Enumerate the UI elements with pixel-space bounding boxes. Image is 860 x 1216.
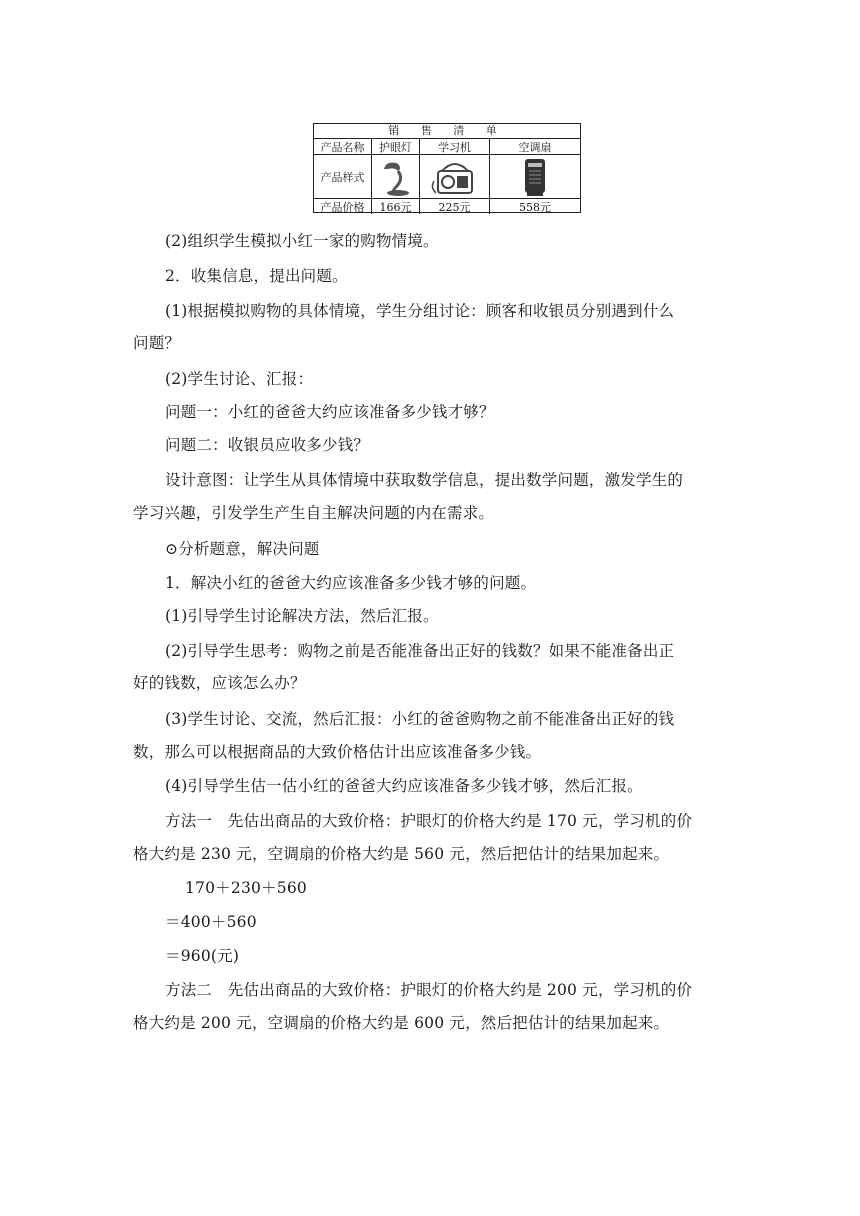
text-line: 数，那么可以根据商品的大致价格估计出应该准备多少钱。 (133, 743, 542, 761)
text-line: (3)学生讨论、交流，然后汇报：小红的爸爸购物之前不能准备出正好的钱 (165, 710, 675, 728)
text-line: (2)学生讨论、汇报： (165, 370, 314, 388)
text-line: (1)根据模拟购物的具体情境，学生分组讨论：顾客和收银员分别遇到什么 (165, 302, 675, 320)
text-line: 方法一 先估出商品的大致价格：护眼灯的价格大约是 170 元，学习机的价 (165, 812, 693, 830)
product-name-learning-machine: 学习机 (420, 139, 490, 154)
product-price-lamp: 166元 (372, 199, 420, 214)
row-label-style: 产品样式 (314, 155, 372, 198)
text-line: (1)引导学生讨论解决方法，然后汇报。 (165, 607, 439, 625)
formula-line: ＝960(元) (165, 947, 240, 965)
product-name-air-cooler: 空调扇 (518, 140, 552, 154)
text-line: 问题？ (133, 334, 181, 352)
formula-line: ＝400＋560 (165, 913, 257, 931)
text-line: 好的钱数，应该怎么办？ (133, 674, 306, 692)
text-line: (2)引导学生思考：购物之前是否能准备出正好的钱数？如果不能准备出正 (165, 642, 675, 660)
text-line: 1．解决小红的爸爸大约应该准备多少钱才够的问题。 (165, 574, 537, 592)
row-label-price: 产品价格 (314, 199, 372, 214)
product-name-row (314, 139, 580, 155)
text-line: 问题二：收银员应收多少钱？ (165, 436, 370, 454)
product-price-row (314, 199, 580, 214)
formula-line: 170＋230＋560 (185, 879, 307, 897)
product-style-row (314, 155, 580, 199)
text-line: 方法二 先估出商品的大致价格：护眼灯的价格大约是 200 元，学习机的价 (165, 981, 693, 999)
section-heading: 2．收集信息，提出问题。 (165, 267, 348, 285)
desk-lamp-icon (378, 157, 414, 197)
sales-table-title: 销 售 清 单 (314, 124, 580, 139)
text-line: 设计意图：让学生从具体情境中获取数学信息，提出数学问题，激发学生的 (165, 471, 684, 489)
text-line: (4)引导学生估一估小红的爸爸大约应该准备多少钱才够，然后汇报。 (165, 777, 643, 795)
text-line: 学习兴趣，引发学生产生自主解决问题的内在需求。 (133, 504, 495, 522)
section-heading: ⊙分析题意，解决问题 (165, 540, 320, 558)
text-line: 问题一：小红的爸爸大约应该准备多少钱才够？ (165, 403, 495, 421)
sales-list-table (313, 123, 581, 213)
product-name-lamp: 护眼灯 (372, 139, 420, 154)
text-line: (2)组织学生模拟小红一家的购物情境。 (165, 232, 439, 250)
air-cooler-fan-icon (520, 157, 550, 197)
text-line: 格大约是 200 元，空调扇的价格大约是 600 元，然后把估计的结果加起来。 (133, 1014, 670, 1032)
row-label-name: 产品名称 (314, 139, 372, 154)
text-line: 格大约是 230 元，空调扇的价格大约是 560 元，然后把估计的结果加起来。 (133, 845, 670, 863)
product-price-air-cooler: 558元 (519, 200, 551, 214)
learning-machine-icon (430, 157, 480, 197)
product-price-learning-machine: 225元 (420, 199, 490, 214)
